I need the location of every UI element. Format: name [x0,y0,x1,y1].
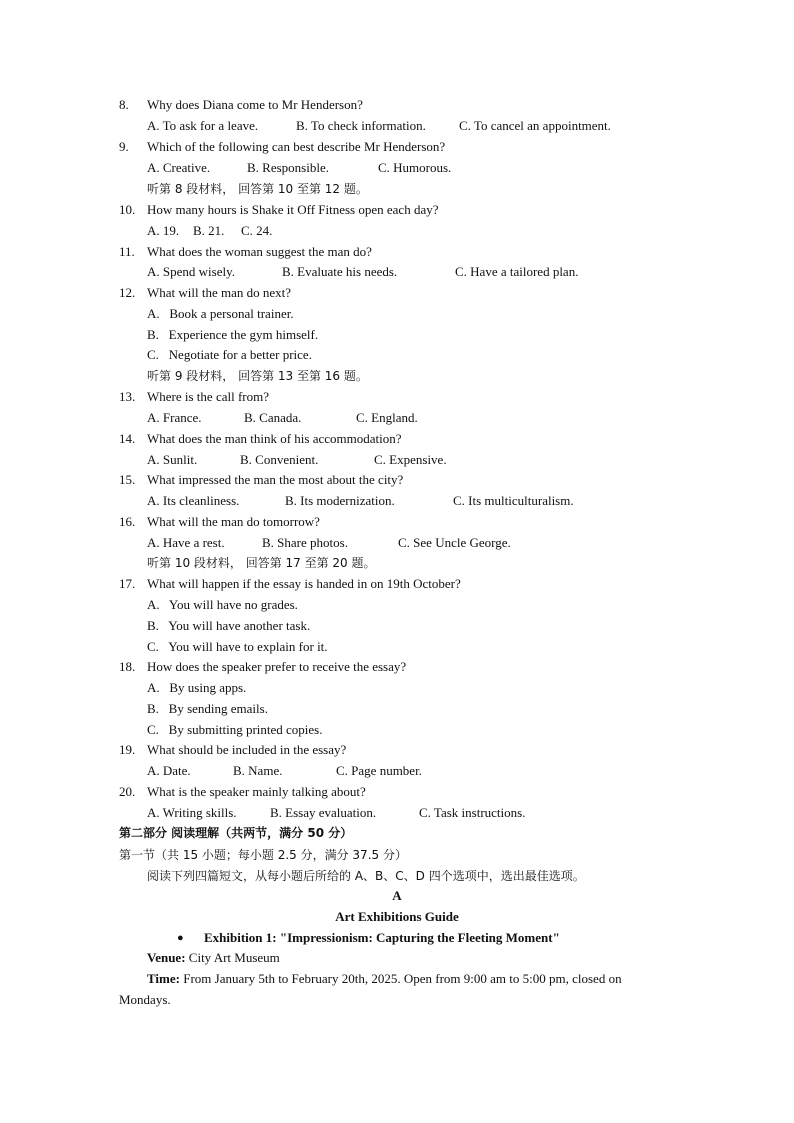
question-11 [0,242,794,263]
question-text: Why does Diana come to Mr Henderson? [147,97,363,112]
time-value: From January 5th to February 20th, 2025. Open from 9:00 am to 5:00 pm, closed on [179,971,622,986]
question-number: 18. [119,659,136,674]
question-15-options [0,491,794,512]
option-c: C. Its multiculturalism. [453,493,574,508]
question-17 [0,574,794,595]
section1-heading: 第一节（共 15 小题；每小题 2.5 分，满分 37.5 分） [119,848,407,862]
exhibition-1-heading [0,928,794,949]
option-c: C. Page number. [336,763,422,778]
reading-instructions: 阅读下列四篇短文，从每小题后所给的 A、B、C、D 四个选项中，选出最佳选项。 [147,869,585,883]
venue-line [0,948,794,969]
question-12-option-c [0,345,794,366]
question-18-option-a [0,678,794,699]
question-number: 12. [119,285,136,300]
option-a: A. Creative. [147,160,211,175]
question-19 [0,740,794,761]
question-text: How does the speaker prefer to receive the essay? [147,659,407,674]
part2-heading-line [0,823,794,844]
option-c: C. Have a tailored plan. [455,264,579,279]
question-12-option-b [0,325,794,346]
passage-letter: A [392,888,402,903]
question-12-option-a [0,304,794,325]
passage-title: Art Exhibitions Guide [335,909,459,924]
listening-instruction-text: 听第 9 段材料， 回答第 13 至第 16 题。 [147,369,368,383]
listening-instruction-text: 听第 10 段材料， 回答第 17 至第 20 题。 [147,556,376,570]
venue-text [147,948,280,969]
time-label: Time: [147,971,180,986]
question-18 [0,657,794,678]
option-b: B. To check information. [296,118,426,133]
time-line [0,969,794,990]
question-number: 11. [119,244,135,259]
option-a: A. 19. [147,223,180,238]
question-text: How many hours is Shake it Off Fitness open each day? [147,202,439,217]
question-text: Which of the following can best describe Mr Henderson? [147,139,446,154]
question-text: Where is the call from? [147,389,269,404]
option-a: A. You will have no grades. [147,597,298,612]
question-text: What should be included in the essay? [147,742,347,757]
option-b: B. Evaluate his needs. [282,264,398,279]
question-17-option-c [0,637,794,658]
time-line-continued [0,990,794,1011]
question-text: What does the woman suggest the man do? [147,244,372,259]
question-18-option-b [0,699,794,720]
option-b: B. Experience the gym himself. [147,327,319,342]
option-a: A. Its cleanliness. [147,493,240,508]
option-b: B. By sending emails. [147,701,268,716]
listening-instruction-8 [0,179,794,200]
option-c: C. Humorous. [378,160,452,175]
question-number: 13. [119,389,136,404]
question-20-options [0,803,794,824]
option-c: C. Negotiate for a better price. [147,347,312,362]
option-c: C. See Uncle George. [398,535,511,550]
question-number: 15. [119,472,136,487]
question-12 [0,283,794,304]
question-18-option-c [0,720,794,741]
question-14 [0,429,794,450]
option-a: A. Book a personal trainer. [147,306,294,321]
reading-instructions-line [0,866,794,887]
listening-instruction-text: 听第 8 段材料， 回答第 10 至第 12 题。 [147,182,368,196]
option-c: C. By submitting printed copies. [147,722,323,737]
question-text: What will the man do next? [147,285,292,300]
question-19-options [0,761,794,782]
question-number: 19. [119,742,136,757]
option-a: A. France. [147,410,202,425]
question-number: 9. [119,139,129,154]
option-a: A. Writing skills. [147,805,237,820]
question-17-option-b [0,616,794,637]
bullet-icon: ● [177,932,184,944]
question-9 [0,137,794,158]
option-a: A. By using apps. [147,680,247,695]
section1-heading-line [0,845,794,866]
question-20 [0,782,794,803]
option-c: C. England. [356,410,418,425]
option-b: B. You will have another task. [147,618,311,633]
question-number: 14. [119,431,136,446]
venue-label: Venue: [147,950,186,965]
option-c: C. Expensive. [374,452,447,467]
option-b: B. Essay evaluation. [270,805,377,820]
question-14-options [0,450,794,471]
question-9-options [0,158,794,179]
option-c: C. You will have to explain for it. [147,639,328,654]
option-a: A. Date. [147,763,191,778]
question-17-option-a [0,595,794,616]
option-a: A. Sunlit. [147,452,198,467]
option-c: C. Task instructions. [419,805,526,820]
question-10 [0,200,794,221]
option-c: C. To cancel an appointment. [459,118,611,133]
question-8-options [0,116,794,137]
venue-value: City Art Museum [185,950,280,965]
question-text: What will the man do tomorrow? [147,514,320,529]
time-value-continued: Mondays. [119,992,171,1007]
option-a: A. Spend wisely. [147,264,235,279]
listening-instruction-9 [0,366,794,387]
option-c: C. 24. [241,223,273,238]
question-text: What impressed the man the most about the city? [147,472,404,487]
question-number: 8. [119,97,129,112]
time-text [147,969,622,990]
option-a: A. Have a rest. [147,535,225,550]
option-b: B. Name. [233,763,283,778]
question-10-options [0,221,794,242]
question-text: What will happen if the essay is handed in on 19th October? [147,576,461,591]
passage-letter-line [0,886,794,907]
question-number: 20. [119,784,136,799]
question-16 [0,512,794,533]
question-number: 17. [119,576,136,591]
question-16-options [0,533,794,554]
listening-instruction-10 [0,553,794,574]
question-text: What is the speaker mainly talking about? [147,784,366,799]
option-b: B. Canada. [244,410,302,425]
option-b: B. 21. [193,223,225,238]
option-b: B. Responsible. [247,160,329,175]
question-8 [0,95,794,116]
question-11-options [0,262,794,283]
passage-title-line [0,907,794,928]
question-13 [0,387,794,408]
question-number: 10. [119,202,136,217]
option-b: B. Share photos. [262,535,348,550]
question-15 [0,470,794,491]
option-b: B. Convenient. [240,452,319,467]
option-a: A. To ask for a leave. [147,118,259,133]
exhibition-title: Exhibition 1: "Impressionism: Capturing the Fleeting Moment" [204,930,560,945]
question-text: What does the man think of his accommodation? [147,431,402,446]
option-b: B. Its modernization. [285,493,395,508]
question-13-options [0,408,794,429]
part2-heading: 第二部分 阅读理解（共两节，满分 50 分） [119,826,353,840]
question-number: 16. [119,514,136,529]
